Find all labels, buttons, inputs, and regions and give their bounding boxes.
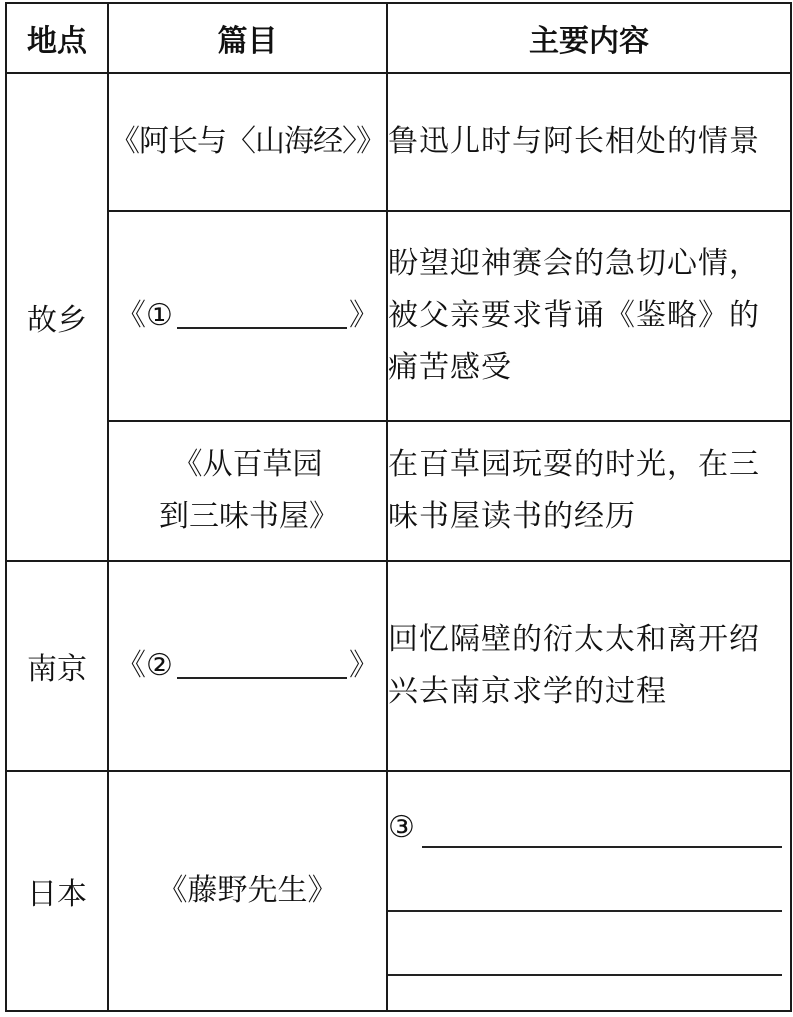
answer-cell xyxy=(387,771,791,1011)
title-text: 《从百草园到三味书屋》 xyxy=(159,447,339,534)
answer-label: ③ xyxy=(388,810,416,845)
title-cell xyxy=(108,211,387,421)
header-content: 主要内容 xyxy=(387,3,791,73)
title-prefix: 《② xyxy=(116,648,173,683)
title-text: 《藤野先生》 xyxy=(157,873,338,908)
title-suffix: 》 xyxy=(348,298,379,333)
title-suffix: 》 xyxy=(348,648,379,683)
content-cell: 回忆隔壁的衍太太和离开绍兴去南京求学的过程 xyxy=(387,561,791,771)
title-text: 《阿长与〈山海经〉》 xyxy=(110,124,385,159)
answer-line-2[interactable] xyxy=(388,848,782,912)
title-cell xyxy=(108,421,387,561)
table-row xyxy=(6,73,791,211)
title-prefix: 《① xyxy=(116,298,173,333)
table-row xyxy=(6,421,791,561)
header-place: 地点 xyxy=(6,3,108,73)
header-row xyxy=(6,3,791,73)
title-cell xyxy=(108,771,387,1011)
table-row xyxy=(6,211,791,421)
blank-line-2[interactable] xyxy=(177,647,347,679)
place-cell: 日本 xyxy=(6,771,108,1011)
content-cell: 盼望迎神赛会的急切心情，被父亲要求背诵《鉴略》的痛苦感受 xyxy=(387,211,791,421)
content-cell: 在百草园玩耍的时光，在三味书屋读书的经历 xyxy=(387,421,791,561)
place-cell: 故乡 xyxy=(6,73,108,561)
answer-underline xyxy=(422,806,782,848)
title-cell xyxy=(108,561,387,771)
title-cell xyxy=(108,73,387,211)
answer-line-3[interactable] xyxy=(388,912,782,976)
content-cell: 鲁迅儿时与阿长相处的情景 xyxy=(387,73,791,211)
place-cell: 南京 xyxy=(6,561,108,771)
header-title: 篇目 xyxy=(108,3,387,73)
literature-table xyxy=(5,2,792,1012)
answer-line-1[interactable] xyxy=(388,786,782,848)
table-row xyxy=(6,771,791,1011)
blank-line-1[interactable] xyxy=(177,297,347,329)
table-row xyxy=(6,561,791,771)
